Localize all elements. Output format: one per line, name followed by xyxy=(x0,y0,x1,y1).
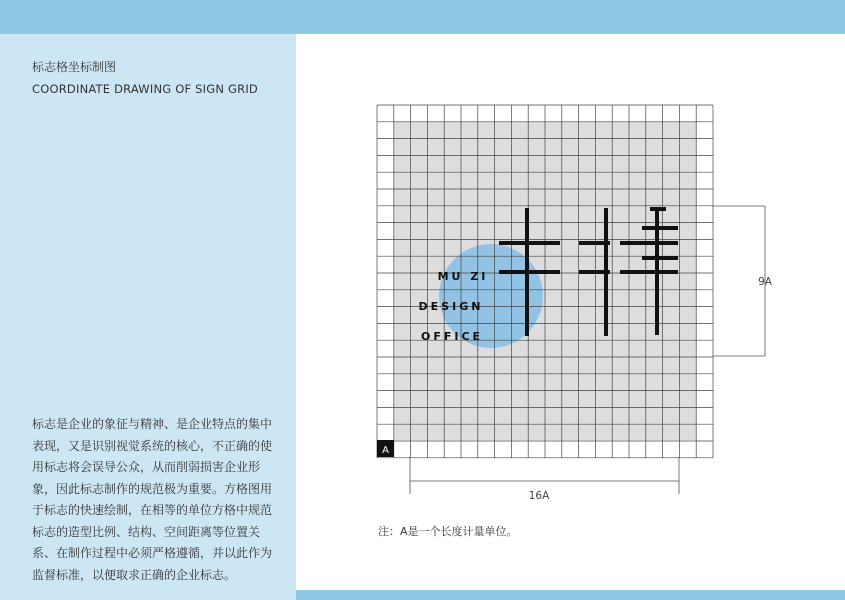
width-dimension xyxy=(410,457,679,494)
page-title-en: COORDINATE DRAWING OF SIGN GRID xyxy=(32,82,258,96)
logo-text-line-3: OFFICE xyxy=(420,330,484,343)
page-title-cn: 标志格坐标制图 xyxy=(32,60,117,74)
grid-lines xyxy=(377,105,713,458)
description-paragraph: 标志是企业的象征与精神、是企业特点的集中表现，又是识别视觉系统的核心，不正确的使用标志将会误导公众，从而削弱损害企业形象，因此标志制作的规范极为重要。方格图用于标志的快速绘制，在相等的单位方格中规范标志的造型比例、结构、空间距离等位置关系、在制作过程中必须严格遵循，并以此作为监督标准，以便取求正确的企业标志。 xyxy=(32,417,273,582)
logo-text-line-1: MU ZI xyxy=(437,270,489,283)
width-dimension-label: 16A xyxy=(528,490,550,502)
unit-cell-label: A xyxy=(382,445,389,456)
height-dimension-label: 9A xyxy=(758,276,772,288)
unit-note: 注：A是一个长度计量单位。 xyxy=(378,525,518,538)
logo-text-line-2: DESIGN xyxy=(418,300,484,313)
